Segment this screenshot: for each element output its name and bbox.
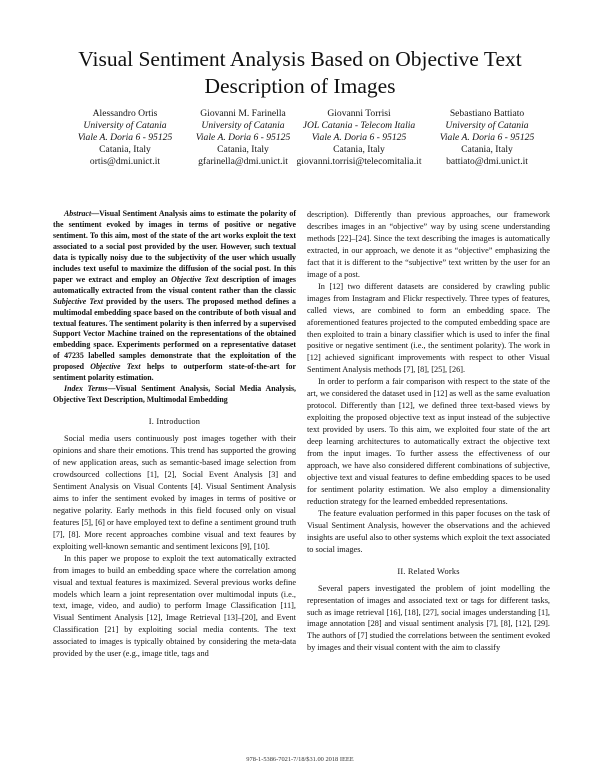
author-affiliation: University of Catania xyxy=(83,119,167,131)
paper-title xyxy=(0,46,600,100)
author-address: Viale A. Doria 6 - 95125 xyxy=(439,131,535,143)
author-affiliation: University of Catania xyxy=(445,119,529,131)
author-affiliation: University of Catania xyxy=(201,119,285,131)
intro-paragraph-3: In [12] two different datasets are considered by crawling public images from Instagram and Flickr respectively. Three types of features, called views, are combined to form an embedding space. The aforementioned features projected to the computed embedding space are then exploited to train a binary classifier which is used to infer the final positive or negative sentiment (i.e., the sentiment polarity). The work in [12] achieved significant improvements with respect to other Visual Sentiment Analysis methods [7], [8], [25], [26]. xyxy=(307,281,550,375)
index-terms-label: Index Terms xyxy=(64,384,108,394)
author-4 xyxy=(412,108,562,168)
title-line-1: Visual Sentiment Analysis Based on Objective Text xyxy=(78,47,522,71)
author-email: battiato@dmi.unict.it xyxy=(446,155,528,167)
author-address: Viale A. Doria 6 - 95125 xyxy=(77,131,173,143)
author-address: Viale A. Doria 6 - 95125 xyxy=(195,131,291,143)
intro-paragraph-1: Social media users continuously post images together with their opinions and share their emotions. This trend has supported the growing of new application areas, such as semantic-based image selection from crowdsourced collections [1], [2], Social Event Analysis [3] and Sentiment Analysis on Visual Contents [4]. Visual Sentiment Analysis aims to infer the sentiment evoked by images in terms of positive or negative polarity. Early methods in this field focused only on visual features [5], [6] or have employed text to define a sentiment ground truth [7], [8]. More recent approaches combine visual and text feaures by exploiting well-known semantic and sentiment lexicons [9], [10]. xyxy=(53,434,296,551)
intro-paragraph-2: In this paper we propose to exploit the text automatically extracted from images to build an embedding space where the correlation among visual and textual features is maximized. Several previous works define models which learn a joint representation over multimodal inputs (i.e., text, image, video, and audio) to perform Image Classification [11], Visual Sentiment Analysis [12], Image Retrieval [13]–[20], and Event Classification [21] by exploiting social media contents. The text associated to images is typically obtained by considering the meta-data provided by the user (e.g., image title, tags and xyxy=(53,553,296,659)
author-name: Giovanni M. Farinella xyxy=(200,108,286,119)
left-column xyxy=(53,209,296,660)
related-works-paragraph-1: Several papers investigated the problem of joint modelling the representation of images and associated text or tags for different tasks, such as image retrieval [16], [18], [27], social images understanding [1], image annotation [28] and visual sentiment analysis [7], [8], [12], [29]. The authors of [7] studied the correlations between the sentiment evoked by images and their visual content with the aim to classify xyxy=(307,583,550,653)
author-email: gfarinella@dmi.unict.it xyxy=(198,155,288,167)
author-name: Giovanni Torrisi xyxy=(327,108,391,119)
abstract: Abstract—Visual Sentiment Analysis aims to estimate the polarity of the sentiment evoked by images in terms of positive or negative sentiment. To this aim, most of the state of the art works exploit the text associated to a social post provided by the user. However, such textual data is typically noisy due to the subjectivity of the user which usually includes text useful to maximize the diffusion of the social post. In this paper we extract and employ an Objective Text description of images automatically extracted from the visual content rather than the classic Subjective Text provided by the users. The proposed method defines a multimodal embedding space based on the contribute of both visual and textual features. The sentiment polarity is then inferred by a supervised Support Vector Machine trained on the representations of the obtained embedding space. Experiments performed on a representative dataset of 47235 labelled samples demonstrate that the exploitation of the proposed Objective Text helps to outperform state-of-the-art for sentiment polarity estimation. xyxy=(53,209,297,383)
intro-paragraph-5: The feature evaluation performed in this paper focuses on the task of Visual Sentiment Analysis, however the observations and the achieved insights are useful also to other systems which exploit the text associated to social images. xyxy=(307,508,550,554)
intro-paragraph-continued: description). Differently than previous approaches, our framework describes images in an “objective” way by using scene understanding methods [22]–[24]. Since the text describing the images is automatically extracted, in our approach, we denote it as “objective” emphasizing the fact that it is different to the “subjective” text written by the user for an image of a post. xyxy=(307,210,550,279)
author-address: Viale A. Doria 6 - 95125 xyxy=(311,131,407,143)
author-city: Catania, Italy xyxy=(333,143,385,155)
copyright-footer: 978-1-5386-7021-7/18/$31.00 2018 IEEE xyxy=(246,756,354,763)
author-affiliation: JOL Catania - Telecom Italia xyxy=(302,119,416,131)
right-column xyxy=(307,209,550,654)
author-email: giovanni.torrisi@telecomitalia.it xyxy=(296,155,422,167)
index-terms: Index Terms—Visual Sentiment Analysis, Social Media Analysis, Objective Text Description, Multimodal Embedding xyxy=(53,384,296,405)
author-city: Catania, Italy xyxy=(461,143,513,155)
title-line-2: Description of Images xyxy=(204,74,396,98)
author-city: Catania, Italy xyxy=(217,143,269,155)
abstract-label: Abstract xyxy=(64,209,92,218)
author-email: ortis@dmi.unict.it xyxy=(89,155,161,167)
section-heading-introduction: I. Introduction xyxy=(148,417,201,427)
author-city: Catania, Italy xyxy=(99,143,151,155)
section-heading-related-works: II. Related Works xyxy=(397,566,460,576)
author-name: Alessandro Ortis xyxy=(92,108,158,119)
intro-paragraph-4: In order to perform a fair comparison with respect to the state of the art, we considered the dataset used in [12] as well as the same evaluation protocol. Differently than [12], we defined three text-based views by exploiting the proposed objective text as input instead of the subjective text provided by users. To this aim, we exploited four state of the art deep learning architectures to automatically extract the objective text from the input images. To further assess the effectiveness of our approach, we have also considered different combinations of subjective, objective text and visual features to define embedding spaces to be used for sentiment polarity estimation. We also employ a dimensionality reduction strategy for the learned embedded representations. xyxy=(307,377,550,506)
author-block xyxy=(50,108,550,188)
author-name: Sebastiano Battiato xyxy=(449,108,525,119)
